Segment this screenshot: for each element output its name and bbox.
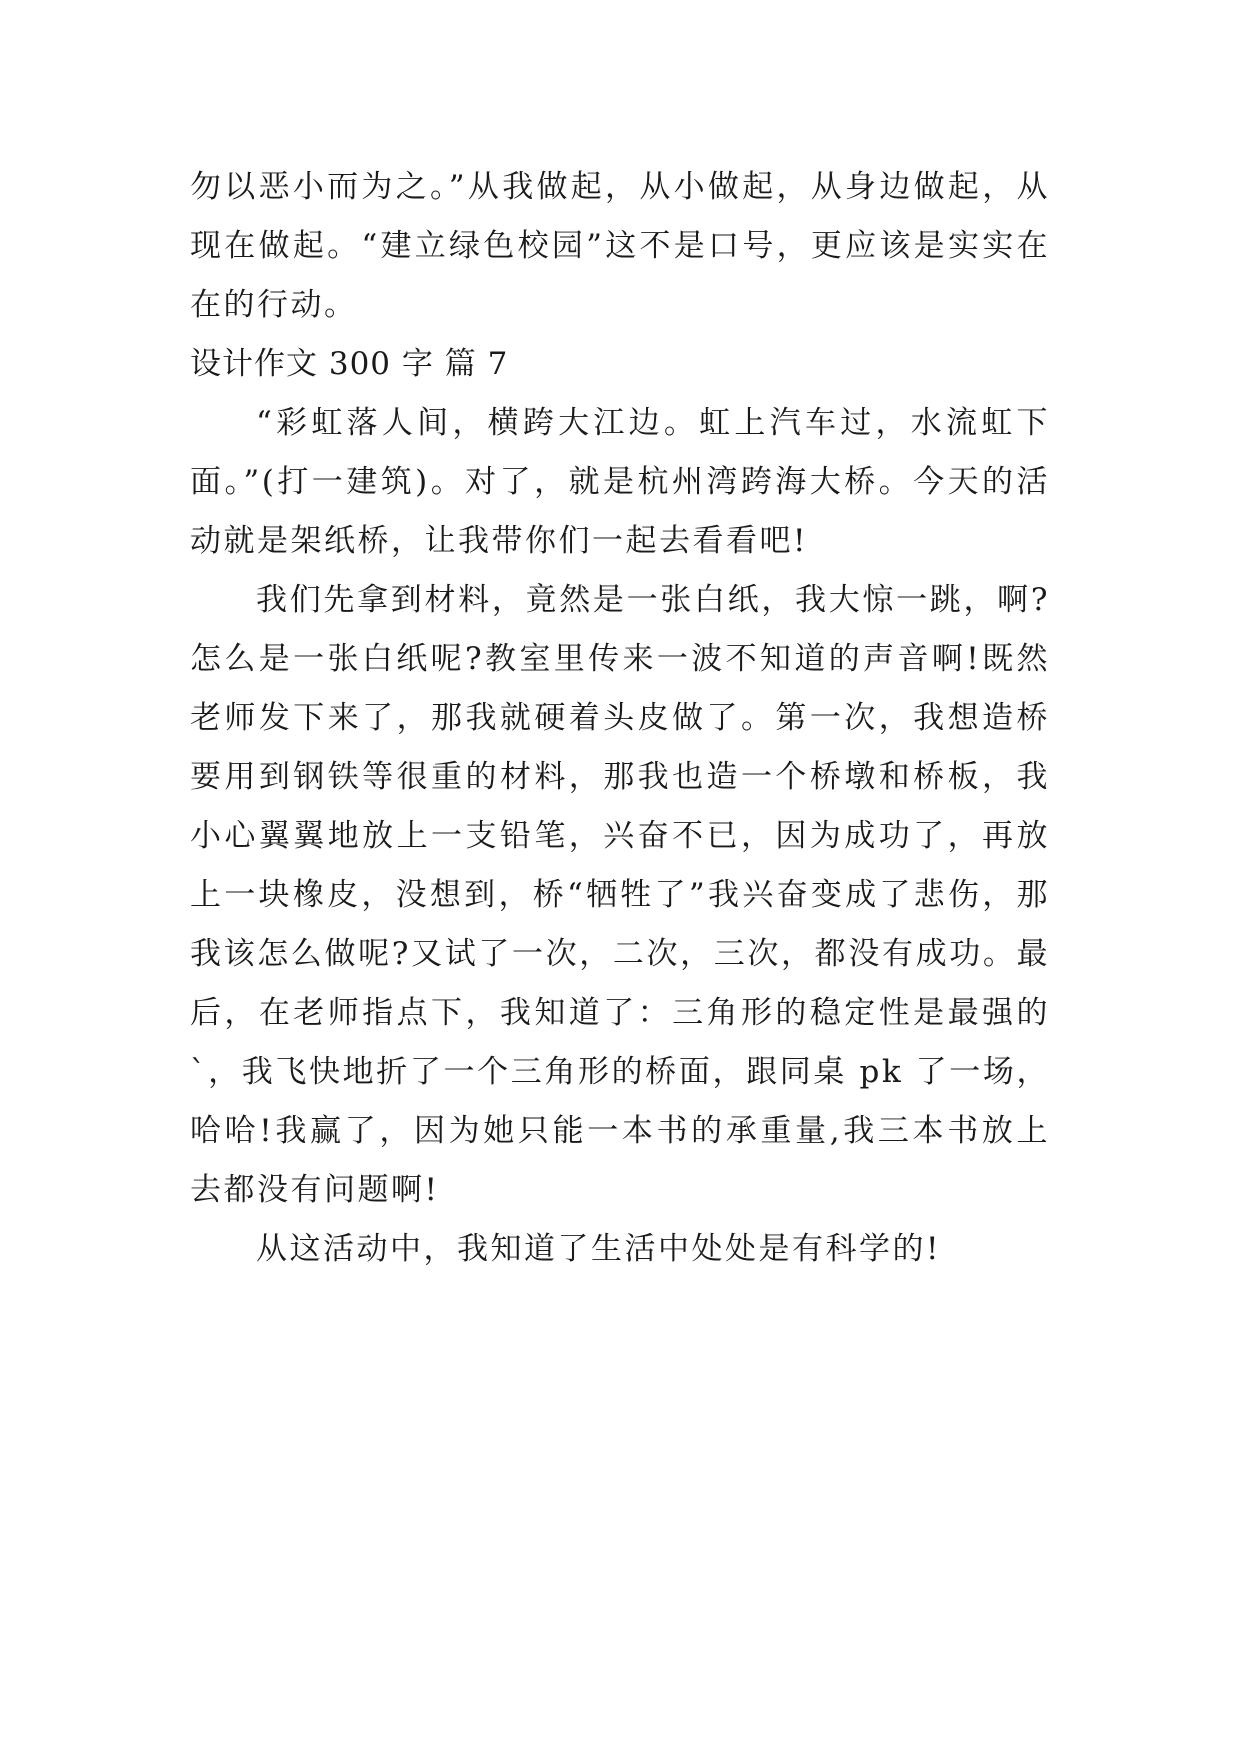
document-body [190,158,1050,1279]
section-heading: 设计作文 300 字 篇 7 [190,346,509,382]
paragraph-continuation: 勿以恶小而为之。”从我做起，从小做起，从身边做起，从现在做起。“建立绿色校园”这不是口号，更应该是实实在在的行动。 [190,169,1050,323]
paragraph-bridge-making: 我们先拿到材料，竟然是一张白纸，我大惊一跳，啊?怎么是一张白纸呢?教室里传来一波不知道的声音啊!既然老师发下来了，那我就硬着头皮做了。第一次，我想造桥要用到钢铁等很重的材料，那我也造一个桥墩和桥板，我小心翼翼地放上一支铅笔，兴奋不已，因为成功了，再放上一块橡皮，没想到，桥“牺牲了”我兴奋变成了悲伤，那我该怎么做呢?又试了一次，二次，三次，都没有成功。最后，在老师指点下，我知道了：三角形的稳定性是最强的`，我飞快地折了一个三角形的桥面，跟同桌 pk 了一场，哈哈!我赢了，因为她只能一本书的承重量,我三本书放上去都没有问题啊! [190,582,1050,1208]
paragraph-riddle: “彩虹落人间，横跨大江边。虹上汽车过，水流虹下面。”(打一建筑)。对了，就是杭州湾跨海大桥。今天的活动就是架纸桥，让我带你们一起去看看吧! [190,405,1050,559]
paragraph-conclusion: 从这活动中，我知道了生活中处处是有科学的! [256,1231,941,1267]
